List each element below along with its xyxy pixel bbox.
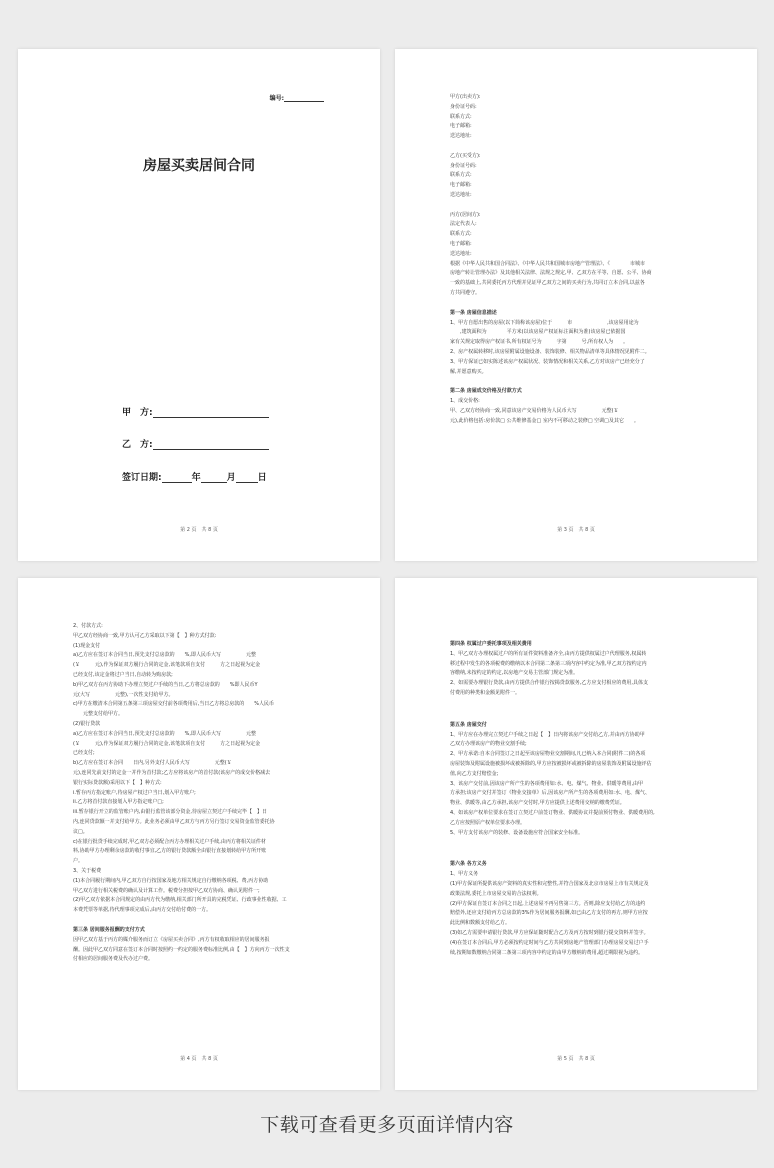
section-body bbox=[450, 731, 702, 839]
text-line: 甲、乙双方经协商一致,同意该房产交易价格为人民币大写 元整(￥ bbox=[450, 407, 629, 414]
text-line: 政策法规,委托上市房屋交易的合法权利。 bbox=[450, 890, 542, 897]
text-line: 3、甲方保证已如实陈述该房产权属状况、装饰情况和相关关系,乙方对该房产已经充分了 bbox=[450, 358, 645, 365]
contract-number-underline bbox=[284, 96, 324, 102]
text-line: 已经支付; bbox=[73, 750, 95, 757]
text-line: 移过程中发生的各项税费的缴纳以本合同第二条第三项内容中约定为准,甲乙双方按约定内 bbox=[450, 660, 647, 667]
text-line bbox=[450, 201, 702, 211]
party-a-underline bbox=[153, 409, 269, 418]
text-line: 银行实际贷款额)采用以下【 】种方式: bbox=[73, 779, 162, 786]
party-a-field bbox=[122, 405, 269, 418]
text-line: a)乙方应在签订本合同当日,预先支付总房款的 %,即人民币大写 元整 bbox=[73, 730, 256, 737]
text-line: 元),此价格包括:房价款□ 公共维修基金□ 室内不可移动之装修□ 空调□及其它 。 bbox=[450, 417, 639, 424]
text-line: (2)甲方保证自签订本合同之日起,上述房屋不再另售第三方。否则,除应支付给乙方的违约 bbox=[450, 900, 646, 907]
text-line: 送达地址: bbox=[450, 250, 472, 257]
text-line: b)乙方应在签订本合同 日内,另外支付人民币大写 元整(￥ bbox=[73, 760, 232, 767]
page-body bbox=[450, 622, 702, 958]
text-line: 赔偿外,还应支付给丙方总房款的3%作为居间服务报酬,如已由乙方支付的再方,则甲方应按 bbox=[450, 910, 648, 917]
text-line: 2、如需要办理银行贷款,由丙方提供合作银行按揭贷款服务,乙方应支付相应的费用,具体支 bbox=[450, 680, 648, 687]
year-underline bbox=[162, 474, 192, 483]
text-line: c)在银行批贷手续完成时,甲乙双方必须配合丙方办理相关过户手续,由丙方将相关证件材 bbox=[73, 838, 266, 845]
page-footer: 第 2 页 共 8 页 bbox=[180, 527, 218, 533]
month-label: 月 bbox=[226, 473, 236, 483]
contract-number-label: 编号: bbox=[269, 95, 284, 102]
text-line: (￥ 元),作为保证双方履行合同的定金,该笔款项自支付 方之日起视为定金 bbox=[73, 740, 261, 747]
section-body bbox=[450, 319, 702, 378]
text-line: 电子邮箱: bbox=[450, 123, 472, 130]
text-line: 5、甲方支付该房产的装修、设备设施应符合国家安全标准。 bbox=[450, 829, 584, 836]
text-line: c)甲方在缴清本合同第五条第三项房屋交付前各项费用后,当日乙方将总房款的 %人民币 bbox=[73, 701, 275, 708]
text-line: 续,按期如数缴纳合同第二条第三项内容中约定的由甲方缴纳的费用,超过期限视为违约。 bbox=[450, 949, 644, 956]
text-line: 房屋装饰及附属设施被损坏或被拆除的,甲方应按被损坏或被拆除的房屋装饰及附属设施评估 bbox=[450, 760, 652, 767]
party-b-field bbox=[122, 437, 269, 450]
page-payment-terms bbox=[18, 578, 380, 1090]
text-line: 户。 bbox=[73, 858, 84, 865]
text-line: 议□。 bbox=[73, 828, 88, 835]
text-line: 电子邮箱: bbox=[450, 240, 472, 247]
text-line: i.暂存丙方指定账户,待房屋产权过户当日,划入甲方账户; bbox=[73, 789, 196, 796]
section-body bbox=[450, 397, 702, 426]
section-title: 第二条 房屋成交价格及付款方式 bbox=[450, 388, 522, 395]
day-label: 日 bbox=[257, 473, 267, 483]
text-line: ii.乙方将首付款直接划入甲方指定账户□; bbox=[73, 799, 164, 806]
text-line: 1、甲乙双方办理权属过户的所有证件资料准备齐全,由丙方提供权属过户代理服务,权属转 bbox=[450, 650, 647, 657]
party-b-label: 乙 方: bbox=[122, 440, 153, 450]
text-line: 家有关规定取得房产权证书,所有权证号为 字第 号,所有权人为 。 bbox=[450, 339, 629, 346]
text-line: 电子邮箱: bbox=[450, 182, 472, 189]
text-line: (2)甲乙双方依据本合同规定的由丙方代为缴纳,相关部门所开具的完税凭证、行政事业性收据、工 bbox=[73, 897, 287, 904]
text-line: 值,向乙方支付赔偿金; bbox=[450, 770, 499, 777]
sign-date-field bbox=[122, 470, 267, 483]
text-line bbox=[450, 142, 702, 152]
payment-block bbox=[73, 622, 325, 916]
text-line: iii.暂存银行开立的监管账户内,由银行监管该部分资金,待房屋立契过户手续完毕【 】日 bbox=[73, 809, 267, 816]
text-line: 4、如该房产权单位要求在签订立契过户前签订物业、供暖协议并提前预付物业、供暖费用的, bbox=[450, 809, 655, 816]
section-title: 第一条 房屋信息描述 bbox=[450, 309, 497, 316]
text-line: (1)本合同履行期间内,甲乙双方自行按国家及地方相关规定自行缴纳各项税、费,丙方协助 bbox=[73, 877, 269, 884]
text-line: 内,连同贷款额一并支付给甲方。此业务必须由甲乙双方与丙方另行签订交易资金监管委托协 bbox=[73, 818, 275, 825]
text-line: 1、甲方应在办理完立契过户手续之日起【 】日内将该房产交付给乙方,并由丙方协助甲 bbox=[450, 731, 645, 738]
text-line: 根据《中华人民共和国合同法》、《中华人民共和国城市房地产管理法》、《 市城市 bbox=[450, 260, 646, 267]
text-line: 送达地址: bbox=[450, 191, 472, 198]
text-line: 物业、供暖等,由乙方承担,该房产交付时,甲方应提供上述费用交纳的缴费凭证。 bbox=[450, 800, 625, 807]
text-line: 1、甲方自愿出售的房屋(以下简称该房屋)位于 市 ,该房屋用途为 bbox=[450, 319, 639, 326]
day-underline bbox=[236, 474, 258, 483]
page-body bbox=[450, 93, 702, 427]
text-line: ,建筑面积为 平方米(以该房屋产权证标注面积为准)该房屋已依据国 bbox=[450, 329, 626, 336]
text-line: 联系方式: bbox=[450, 231, 472, 238]
text-line: 法定代表人: bbox=[450, 221, 477, 228]
text-line: 此比例和数额支付给乙方。 bbox=[450, 920, 511, 927]
section-body bbox=[450, 650, 702, 699]
text-line: 容缴纳,未按约定的约定,以房地产交易主管部门规定为准。 bbox=[450, 670, 579, 677]
section-title: 第三条 居间服务报酬的支付方式 bbox=[73, 926, 145, 933]
section-title: 第六条 各方义务 bbox=[450, 861, 487, 868]
text-line: (2)银行贷款 bbox=[73, 720, 101, 727]
section-body bbox=[73, 936, 325, 965]
document-title: 房屋买卖居间合同 bbox=[143, 158, 255, 174]
page-body bbox=[73, 622, 325, 965]
text-line: 甲乙双方进行相关税费的确认及计算工作。税费分担按甲乙双方协商、确认见附件一; bbox=[73, 887, 260, 894]
text-line: 联系方式: bbox=[450, 172, 472, 179]
sign-date-label: 签订日期: bbox=[122, 473, 162, 483]
text-line: 3、该房产交付前,因该房产所产生的各项费用如:水、电、煤气、物业、供暖等费用,由甲 bbox=[450, 780, 644, 787]
cover-page bbox=[18, 49, 380, 561]
text-line: 乙方(买受方): bbox=[450, 152, 481, 159]
text-line: 1、甲方义务 bbox=[450, 871, 479, 878]
text-line: 料,协助甲方办理剩余房款的收付事宜,乙方的银行贷款额全由银行直接划转给甲方所开账 bbox=[73, 848, 267, 855]
section-body bbox=[450, 870, 702, 958]
text-line: a)乙方应在签订本合同当日,预先支付总房款的 %,即人民币大写 元整 bbox=[73, 652, 256, 659]
text-line: (1)甲方保证所提供该房产资料的真实性和完整性,并符合国家及北京市房屋上市有关规定及 bbox=[450, 880, 649, 887]
text-line: 元整支付给甲方。 bbox=[73, 711, 124, 718]
text-line: 身份证号码: bbox=[450, 103, 477, 110]
text-line: (3)如乙方需要申请银行贷款,甲方应保证随时配合乙方及丙方按时到银行提交资料并签字。 bbox=[450, 929, 649, 936]
text-line: 联系方式: bbox=[450, 113, 472, 120]
text-line: 方承担;该房产交付并签订《物业交接单》后,因该房产所产生的各项费用如:水、电、煤气、 bbox=[450, 790, 650, 797]
page-footer: 第 5 页 共 8 页 bbox=[557, 1056, 595, 1062]
text-line: 付相应的居间服务费及代办过户费。 bbox=[73, 956, 154, 963]
page-footer: 第 4 页 共 8 页 bbox=[180, 1056, 218, 1062]
text-line: 方共同遵守。 bbox=[450, 289, 481, 296]
text-line: (4)在签订本合同后,甲方必须按约定时间与乙方共同到房地产管理部门办理房屋交易过户手 bbox=[450, 939, 649, 946]
text-line: 元),连同先前支付的定金一并作为首付款;乙方应将该房产的首付款(该房产的成交价格减去 bbox=[73, 769, 271, 776]
page-footer: 第 3 页 共 8 页 bbox=[557, 527, 595, 533]
text-line: 2、房产权属转移时,该房屋附属设施设备、装饰装修、相关物品清单等具体情况见附件二。 bbox=[450, 348, 650, 355]
page-parties-and-terms bbox=[395, 49, 757, 561]
section-title: 第四条 权属过户委托事项及相关费用 bbox=[450, 641, 532, 647]
text-line: 因甲乙双方基于丙方的媒介服务而订立《房屋买卖合同》,丙方有权收取相应的居间服务报 bbox=[73, 936, 270, 943]
party-b-underline bbox=[153, 441, 269, 450]
text-line: 丙方(居间方): bbox=[450, 211, 481, 218]
year-label: 年 bbox=[191, 473, 201, 483]
page-obligations bbox=[395, 578, 757, 1090]
text-line: 送达地址: bbox=[450, 133, 472, 140]
section-title: 第五条 房屋交付 bbox=[450, 721, 487, 728]
contract-number-field bbox=[270, 93, 324, 102]
download-caption: 下载可查看更多页面详情内容 bbox=[260, 1114, 514, 1136]
text-line: 已经支付,该定金将过户当日,自动转为购房款; bbox=[73, 671, 173, 678]
month-underline bbox=[201, 474, 227, 483]
text-line: 乙方应按照原产权单位要求办理。 bbox=[450, 819, 526, 826]
text-line: 酬。因此甲乙双方同意在签订本合同时按照约一约定的服务费标准比例,由【 】方向丙方一次性支 bbox=[73, 946, 290, 953]
text-line: 身份证号码: bbox=[450, 162, 477, 169]
text-line: 2、付款方式: bbox=[73, 623, 103, 629]
text-line: 房地产转让管理办法》及其他相关法律、法规之规定,甲、乙双方在平等、自愿、公平、协商 bbox=[450, 270, 652, 277]
text-line: b)甲乙双方在丙方协助下办理立契过户手续的当日,乙方将总房款的 %即人民币Y bbox=[73, 681, 258, 688]
text-line: (￥ 元),作为保证双方履行合同的定金,该笔款项自支付 方之日起视为定金 bbox=[73, 662, 261, 669]
text-line: 3、关于税费 bbox=[73, 867, 102, 874]
party-a-label: 甲 方: bbox=[122, 408, 153, 418]
text-line: 2、甲方承诺:自本合同签订之日起至该房屋物业交割期间,凡已纳入本合同(附件二)的各项 bbox=[450, 751, 646, 758]
text-line: 付费用的种类和金额见附件一。 bbox=[450, 689, 521, 696]
text-line: 甲乙双方经协商一致,甲方认可乙方采取以下第【 】种方式付款: bbox=[73, 632, 217, 639]
text-line: 乙双方办理该房产的物业交割手续; bbox=[450, 741, 527, 748]
text-line: 元(大写 元整),一次性支付给甲方。 bbox=[73, 691, 174, 698]
parties-block bbox=[450, 93, 702, 299]
text-line: 1、成交价格: bbox=[450, 398, 480, 405]
text-line: 甲方(出卖方): bbox=[450, 94, 481, 100]
text-line: (1)现金支付 bbox=[73, 642, 101, 649]
text-line: 本费凭票等单据,待代理事项完成后,由丙方交付给付费的一方。 bbox=[73, 907, 212, 914]
text-line: 解,并愿意购买。 bbox=[450, 368, 487, 375]
text-line: 一致的基础上,共同委托丙方代理并见证甲乙双方之间的买卖行为,共同订立本合同,以兹各 bbox=[450, 280, 645, 287]
